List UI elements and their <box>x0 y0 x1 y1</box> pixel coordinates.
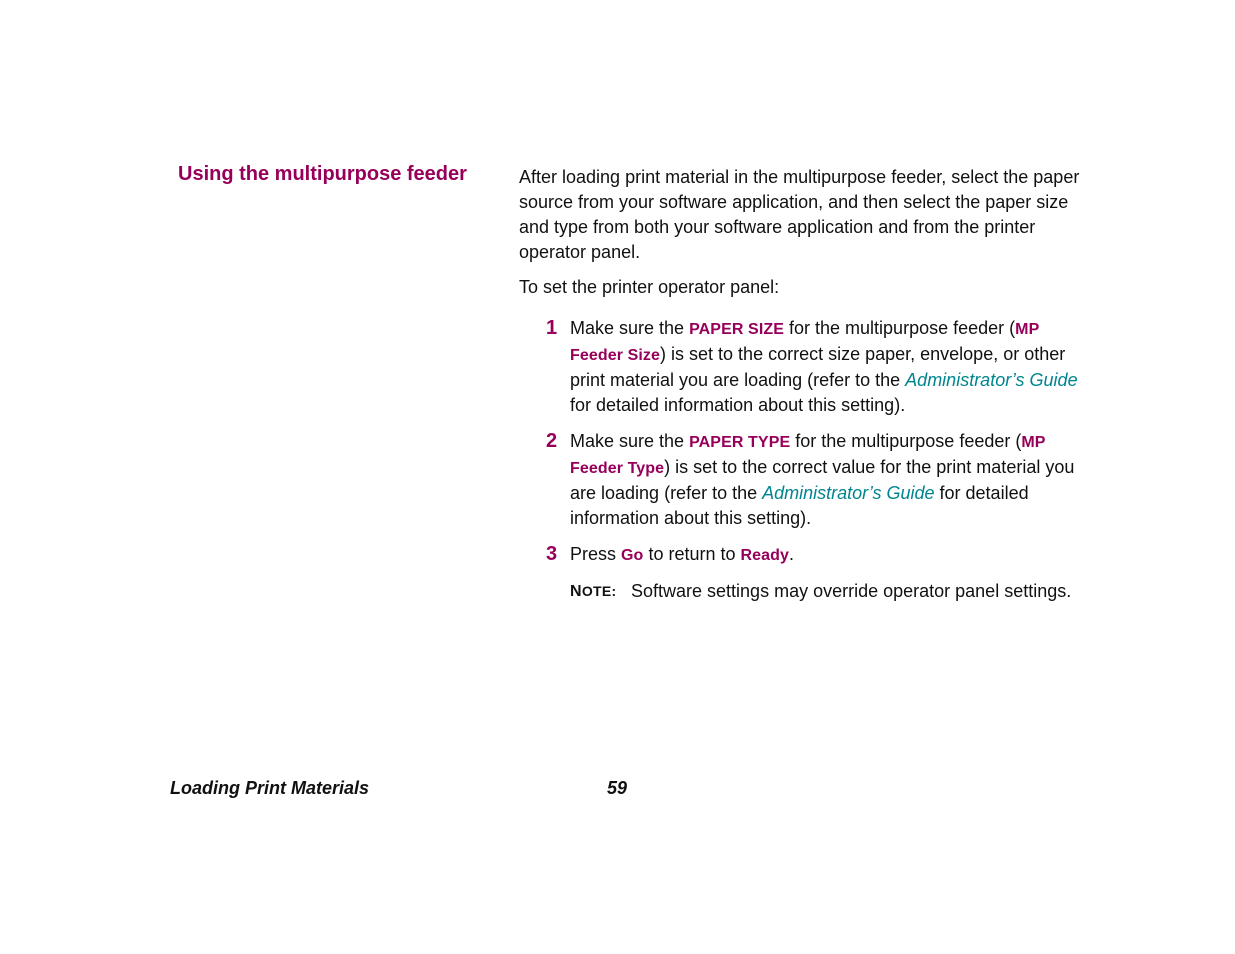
note-text: Software settings may override operator panel settings. <box>631 581 1072 601</box>
step-item <box>519 542 1084 568</box>
menu-keyword: PAPER TYPE <box>689 434 791 451</box>
step-number: 3 <box>546 543 558 565</box>
page-number: 59 <box>607 778 628 798</box>
step-text: ) is set to the correct size paper, envelope, or other print material you are loading (refer to the <box>570 344 1066 390</box>
step-text: . <box>789 544 795 564</box>
step-item <box>519 429 1084 531</box>
lead-paragraph: To set the printer operator panel: <box>519 277 780 297</box>
step-item <box>519 316 1084 418</box>
step-number: 1 <box>546 317 558 339</box>
section-heading: Using the multipurpose feeder <box>178 163 467 185</box>
menu-keyword: MP Feeder Size <box>570 321 1040 364</box>
step-number: 2 <box>546 430 558 452</box>
body-column <box>519 165 1084 604</box>
note-block <box>519 579 1084 604</box>
menu-keyword: Go <box>621 547 644 564</box>
step-text: for the multipurpose feeder ( <box>790 431 1022 451</box>
intro-paragraph: After loading print material in the multipurpose feeder, select the paper source from your software application, and then select the paper size and type from both your software application and from the printer operator panel. <box>519 167 1080 262</box>
footer-title: Loading Print Materials <box>170 778 370 798</box>
menu-keyword: PAPER SIZE <box>689 321 785 338</box>
guide-link[interactable]: Administrator’s Guide <box>905 370 1078 390</box>
note-label <box>570 579 617 604</box>
steps-list <box>519 316 1084 604</box>
note-label-rest: OTE: <box>581 583 617 599</box>
step-text: for detailed information about this setting). <box>570 483 1029 528</box>
menu-keyword: Ready <box>740 547 790 564</box>
guide-link[interactable]: Administrator’s Guide <box>762 483 935 503</box>
menu-keyword: MP Feeder Type <box>570 434 1046 477</box>
step-text: ) is set to the correct value for the print material you are loading (refer to the <box>570 457 1075 503</box>
step-text: Make sure the <box>570 431 690 451</box>
step-text: for detailed information about this setting). <box>570 395 906 415</box>
step-text: for the multipurpose feeder ( <box>784 318 1016 338</box>
step-text: Press <box>570 544 622 564</box>
step-text: Make sure the <box>570 318 690 338</box>
note-label-initial: N <box>570 583 582 600</box>
step-text: to return to <box>643 544 741 564</box>
